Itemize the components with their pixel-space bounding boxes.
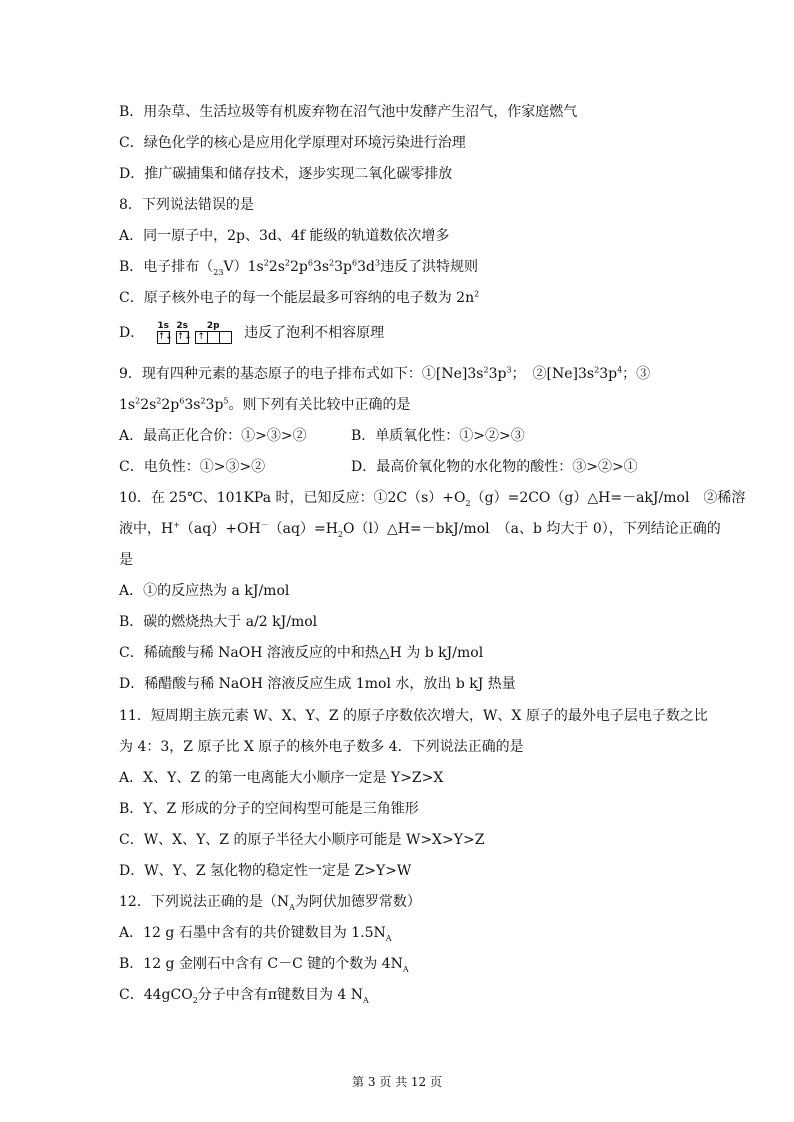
q11-option-a: A．X、Y、Z 的第一电离能大小顺序一定是 Y>Z>X xyxy=(119,770,444,786)
q11-stem-line2: 为 4：3，Z 原子比 X 原子的核外电子数多 4．下列说法正确的是 xyxy=(119,739,524,755)
q7-option-b: B．用杂草、生活垃圾等有机废弃物在沼气池中发酵产生沼气，作家庭燃气 xyxy=(119,104,578,120)
q11-stem-line1: 11．短周期主族元素 W、X、Y、Z 的原子序数依次增大，W、X 原子的最外电子层电子数之比 xyxy=(119,708,708,724)
q8-option-d: D． 1s ↑↓ 2s ↑↓ 2p ↑ 违反了泡利不相容原理 xyxy=(119,321,385,342)
q8-option-a: A．同一原子中，2p、3d、4f 能级的轨道数依次增多 xyxy=(119,228,450,244)
q10-stem-line3: 是 xyxy=(119,552,133,568)
q7-option-d: D．推广碳捕集和储存技术，逐步实现二氧化碳零排放 xyxy=(119,166,453,182)
q7-option-c: C．绿色化学的核心是应用化学原理对环境污染进行治理 xyxy=(119,135,466,151)
q12-stem: 12．下列说法正确的是（$N_A$为阿伏加德罗常数） xyxy=(119,894,421,912)
q10-option-c: C．稀硫酸与稀 NaOH 溶液反应的中和热△H 为 b kJ/mol xyxy=(119,645,484,661)
q8-option-c: C．原子核外电子的每一个能层最多可容纳的电子数为 $2n^2$ xyxy=(119,289,480,306)
q9-option-c: C．电负性：①>③>② xyxy=(119,459,266,475)
q11-option-b: B．Y、Z 形成的分子的空间构型可能是三角锥形 xyxy=(119,801,419,817)
q9-option-a: A．最高正化合价：①>③>② xyxy=(119,428,307,444)
orbital-diagram: 1s ↑↓ 2s ↑↓ 2p ↑ xyxy=(157,322,232,344)
q10-stem-line2: 液中，$H^+(aq)+OH^-(aq)=H_2O(l)\triangle H=-bkJ$/mol （a、b 均大于 0），下列结论正确的 xyxy=(119,520,721,539)
q10-option-a: A．①的反应热为 a kJ/mol xyxy=(119,583,290,599)
q9-stem-line1: 9．现有四种元素的基态原子的电子排布式如下：$①[Ne]3s^23p^3$； $②[Ne]3s^23p^4$；③ xyxy=(119,365,651,382)
q10-option-b: B．碳的燃烧热大于 a/2 kJ/mol xyxy=(119,614,318,630)
q10-option-d: D．稀醋酸与稀 NaOH 溶液反应生成 1mol 水，放出 b kJ 热量 xyxy=(119,676,516,692)
q12-option-a: A．12 g 石墨中含有的共价键数目为 $1.5N_A$ xyxy=(119,925,392,943)
q10-stem-line1: 10．在 25℃、101KPa 时，已知反应：$①2C(s)+O_2(g)=2CO(g)\triangle H=-akJ$/mol ②稀溶 xyxy=(119,490,746,508)
q9-option-b: B．单质氧化性：①>②>③ xyxy=(351,428,525,444)
q12-option-b: B．12 g 金刚石中含有 C－C 键的个数为 $4N_A$ xyxy=(119,956,409,974)
q9-option-d: D．最高价氧化物的水化物的酸性：③>②>① xyxy=(351,459,638,475)
q11-option-d: D．W、Y、Z 氢化物的稳定性一定是 Z>Y>W xyxy=(119,863,412,879)
q11-option-c: C．W、X、Y、Z 的原子半径大小顺序可能是 W>X>Y>Z xyxy=(119,832,485,848)
q8-stem: 8．下列说法错误的是 xyxy=(119,197,254,213)
page-footer: 第 3 页 共 12 页 xyxy=(352,1075,442,1089)
q12-option-c: C．44gCO$_2$分子中含有π键数目为 4 $N_A$ xyxy=(119,987,369,1005)
q9-stem-line2: $1s^22s^22p^63s^23p^5$。则下列有关比较中正确的是 xyxy=(119,396,411,413)
q8-option-b: B．电子排布$(_{23}V)1s^22s^22p^63s^23p^63d^3$违反了洪特规则 xyxy=(119,258,479,277)
